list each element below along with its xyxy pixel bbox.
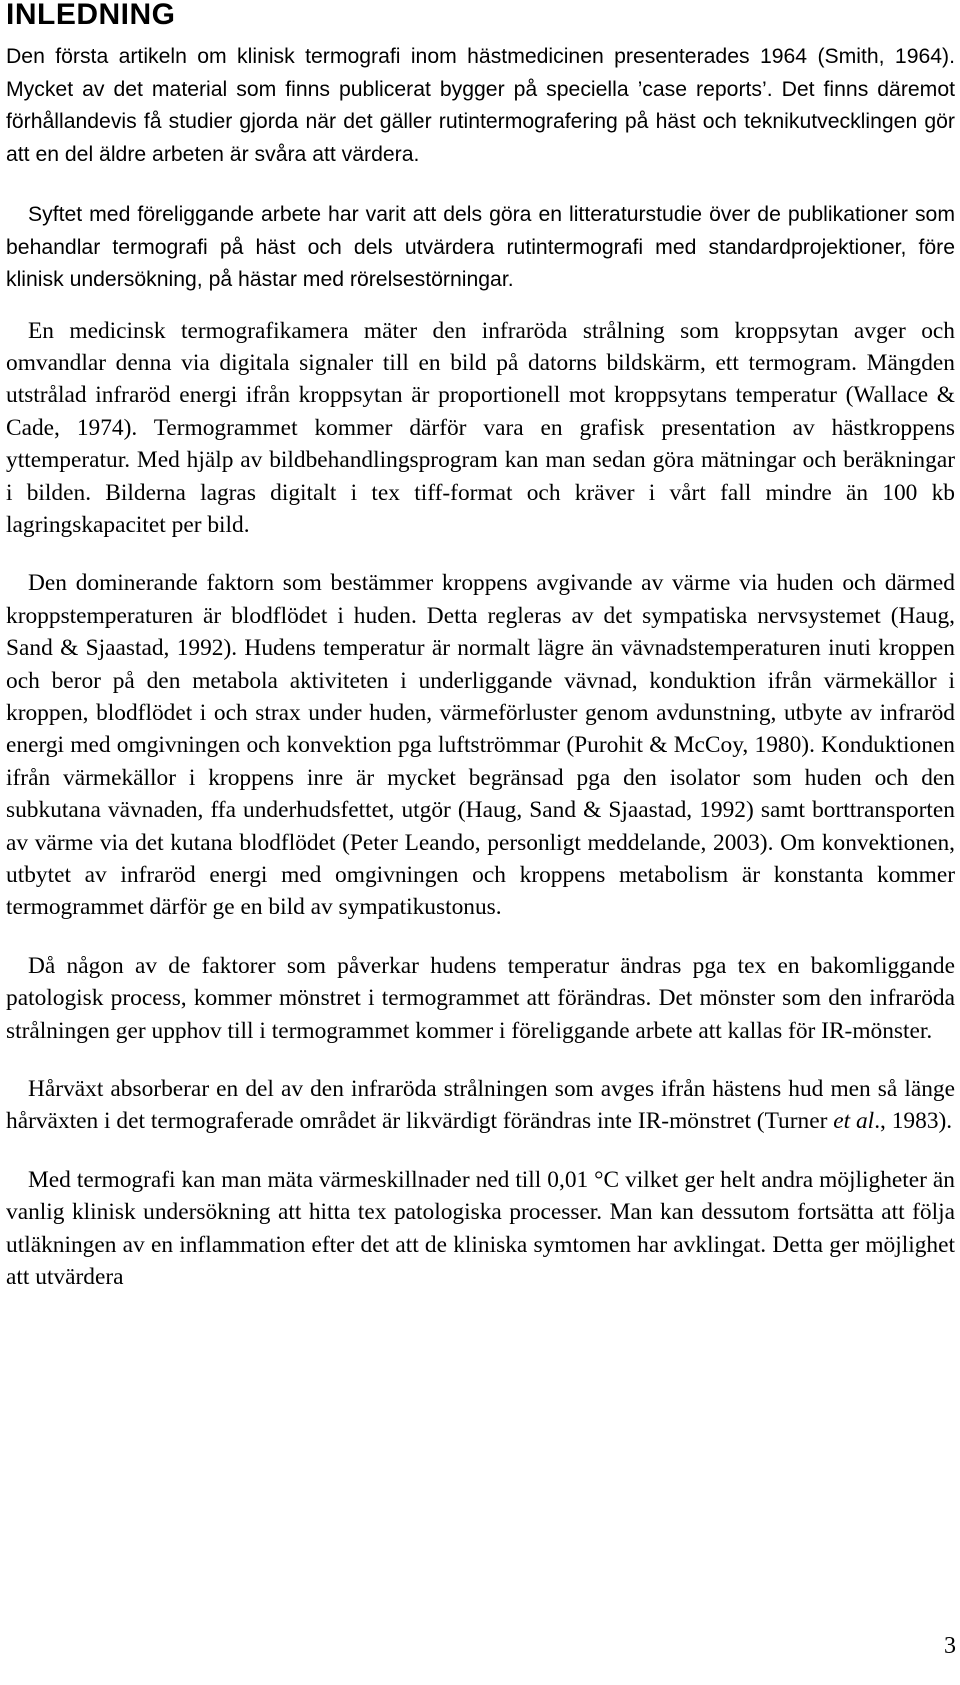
paragraph-hair-growth-text: Hårväxt absorberar en del av den infraröda strålningen som avges ifrån hästens hud men så länge hårväxten i det termograferade området är likvärdigt förändras inte IR-mönstret (Turner bbox=[6, 1076, 955, 1135]
paragraph-purpose: Syftet med föreliggande arbete har varit att dels göra en litteraturstudie över de publikationer som behandlar termografi på häst och dels utvärdera rutintermografi med standardprojektioner, före klinisk undersökning, på hästar med rörelsestörningar. bbox=[6, 203, 955, 291]
citation-et-al: et al bbox=[833, 1108, 875, 1135]
paragraph-ir-pattern: Då någon av de faktorer som påverkar hudens temperatur ändras pga tex en bakomliggande patologisk process, kommer mönstret i termogrammet att förändras. Det mönster som den infraröda strålningen ger upphov till i termogrammet kommer i föreliggande arbete att kallas för IR-mönster. bbox=[6, 952, 955, 1044]
paragraph-temperature-resolution: Med termografi kan man mäta värmeskillnader ned till 0,01 °C vilket ger helt andra möjligheter än vanlig klinisk undersökning att hitta tex patologiska processer. Man kan dessutom fortsätta att följa utläkningen av en inflammation efter det att de kliniska symtomen har avklingat. Detta ger möjlighet att utvärdera bbox=[6, 1166, 955, 1291]
paragraph-hair-growth-end: ., 1983). bbox=[874, 1108, 953, 1135]
paragraph-intro: Den första artikeln om klinisk termografi inom hästmedicinen presenterades 1964 (Smith, 1964). Mycket av det material som finns publicerat bygger på speciella ’case reports’. Det finns däremot förhållandevis få studier gjorda när det gäller rutintermografering på häst och teknikutvecklingen gör att en del äldre arbeten är svåra att värdera. bbox=[6, 45, 955, 166]
paragraph-hair-growth bbox=[6, 1073, 955, 1138]
page-number: 3 bbox=[944, 1633, 956, 1659]
section-heading: INLEDNING bbox=[6, 0, 176, 31]
paragraph-camera: En medicinsk termografikamera mäter den infraröda strålning som kroppsytan avger och omvandlar denna via digitala signaler till en bild på datorns bildskärm, ett termogram. Mängden utstrålad infraröd energi ifrån kroppsytan är proportionell mot kroppsytans temperatur (Wallace & Cade, 1974). Termogrammet kommer därför vara en grafisk presentation av hästkroppens yttemperatur. Med hjälp av bildbehandlingsprogram kan man sedan göra mätningar och beräkningar i bilden. Bilderna lagras digitalt i tex tiff-format och kräver i vårt fall mindre än 100 kb lagringskapacitet per bild. bbox=[6, 317, 955, 538]
document-page bbox=[6, 0, 955, 1293]
paragraph-bloodflow: Den dominerande faktorn som bestämmer kroppens avgivande av värme via huden och därmed kroppstemperaturen är blodflödet i huden. Detta regleras av det sympatiska nervsystemet (Haug, Sand & Sjaastad, 1992). Hudens temperatur är normalt lägre än vävnadstemperaturen inuti kroppen och beror på den metabola aktiviteten i underliggande vävnad, konduktion ifrån värmekällor i kroppen, blodflödet i och strax under huden, värmeförluster genom avdunstning, utbyte av infraröd energi med omgivningen och konvektion pga luftströmmar (Purohit & McCoy, 1980). Konduktionen ifrån värmekällor i kroppens inre är mycket begränsad pga den isolator som huden och den subkutana vävnaden, ffa underhudsfettet, utgör (Haug, Sand & Sjaastad, 1992) samt borttransporten av värme via det kutana blodflödet (Peter Leando, personligt meddelande, 2003). Om konvektionen, utbytet av infraröd energi med omgivningen och kroppens metabolism är konstanta kommer termogrammet därför ge en bild av sympatikustonus. bbox=[6, 570, 955, 921]
